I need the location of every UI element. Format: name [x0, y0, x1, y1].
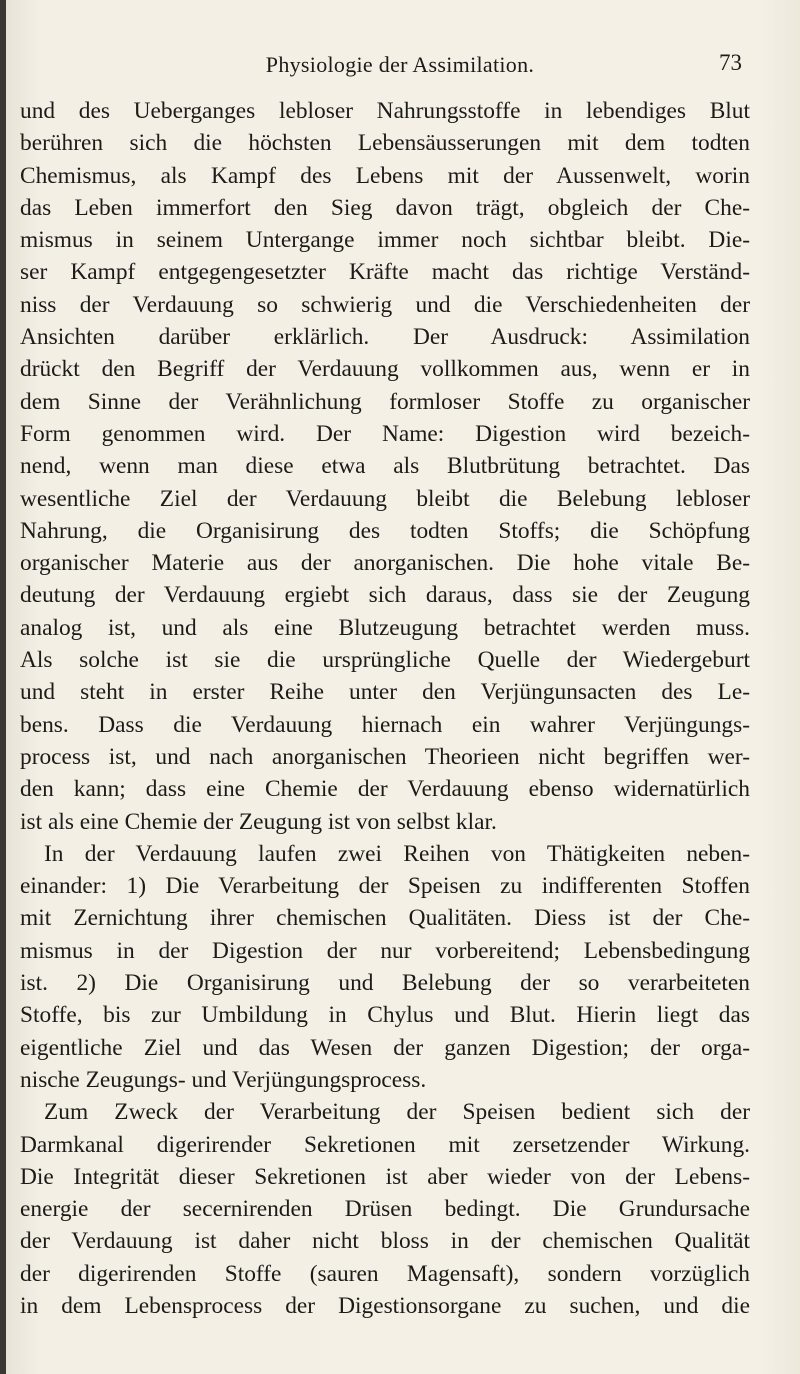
body-text: [20, 95, 750, 1322]
text-line: einander: 1) Die Verarbeitung der Speisen zu indifferenten Stoffen: [20, 873, 750, 900]
running-title: Physiologie der Assimilation.: [265, 52, 535, 77]
text-line: nische Zeugungs- und Verjüngungsprocess.: [20, 1066, 427, 1093]
text-line: In der Verdauung laufen zwei Reihen von Thätigkeiten neben-: [44, 840, 750, 867]
text-line: ist. 2) Die Organisirung und Belebung der so verarbeiteten: [20, 970, 750, 997]
text-line: nend, wenn man diese etwa als Blutbrütung betrachtet. Das: [20, 453, 750, 480]
text-line: und steht in erster Reihe unter den Verjüngunsacten des Le-: [20, 679, 750, 706]
page-binding-edge: [0, 0, 6, 1374]
text-line: Darmkanal digerirender Sekretionen mit zersetzender Wirkung.: [20, 1131, 750, 1158]
text-line: energie der secernirenden Drüsen bedingt. Die Grundursache: [20, 1196, 750, 1223]
page-header: [0, 52, 800, 82]
text-line: Nahrung, die Organisirung des todten Stoffs; die Schöpfung: [20, 517, 750, 544]
text-line: analog ist, und als eine Blutzeugung betrachtet werden muss.: [20, 614, 750, 641]
text-line: mit Zernichtung ihrer chemischen Qualitäten. Diess ist der Che-: [20, 905, 750, 932]
text-line: mismus in der Digestion der nur vorbereitend; Lebensbedingung: [20, 937, 750, 964]
text-line: Ansichten darüber erklärlich. Der Ausdruck: Assimilation: [20, 324, 750, 351]
text-line: process ist, und nach anorganischen Theorieen nicht begriffen wer-: [20, 743, 750, 770]
text-line: und des Ueberganges lebloser Nahrungsstoffe in lebendiges Blut: [20, 98, 750, 124]
text-line: der Verdauung ist daher nicht bloss in der chemischen Qualität: [20, 1228, 750, 1255]
text-line: ser Kampf entgegengesetzter Kräfte macht das richtige Verständ-: [20, 259, 750, 286]
text-line: ist als eine Chemie der Zeugung ist von selbst klar.: [20, 808, 497, 835]
text-line: Die Integrität dieser Sekretionen ist aber wieder von der Lebens-: [20, 1163, 750, 1190]
text-line: den kann; dass eine Chemie der Verdauung ebenso widernatürlich: [20, 776, 750, 803]
text-line: niss der Verdauung so schwierig und die Verschiedenheiten der: [20, 291, 750, 318]
text-line: Zum Zweck der Verarbeitung der Speisen bedient sich der: [44, 1099, 750, 1126]
text-line: wesentliche Ziel der Verdauung bleibt die Belebung lebloser: [20, 485, 750, 512]
page-number: 73: [719, 50, 742, 75]
text-line: eigentliche Ziel und das Wesen der ganzen Digestion; der orga-: [20, 1034, 750, 1061]
text-line: der digerirenden Stoffe (sauren Magensaft), sondern vorzüglich: [20, 1260, 750, 1287]
text-line: Stoffe, bis zur Umbildung in Chylus und Blut. Hierin liegt das: [20, 1002, 750, 1029]
text-line: Als solche ist sie die ursprüngliche Quelle der Wiedergeburt: [20, 647, 750, 674]
text-line: dem Sinne der Verähnlichung formloser Stoffe zu organischer: [20, 388, 750, 415]
text-line: Chemismus, als Kampf des Lebens mit der Aussenwelt, worin: [20, 162, 750, 189]
text-line: bens. Dass die Verdauung hiernach ein wahrer Verjüngungs-: [20, 711, 750, 738]
text-line: in dem Lebensprocess der Digestionsorgane zu suchen, und die: [20, 1292, 750, 1319]
text-line: deutung der Verdauung ergiebt sich daraus, dass sie der Zeugung: [20, 582, 750, 609]
text-line: Form genommen wird. Der Name: Digestion wird bezeich-: [20, 420, 750, 447]
text-line: das Leben immerfort den Sieg davon trägt, obgleich der Che-: [20, 194, 750, 221]
text-line: drückt den Begriff der Verdauung vollkommen aus, wenn er in: [20, 356, 750, 383]
text-line: organischer Materie aus der anorganischen. Die hohe vitale Be-: [20, 550, 750, 577]
text-line: berühren sich die höchsten Lebensäusserungen mit dem todten: [20, 130, 750, 157]
text-line: mismus in seinem Untergange immer noch sichtbar bleibt. Die-: [20, 227, 750, 254]
